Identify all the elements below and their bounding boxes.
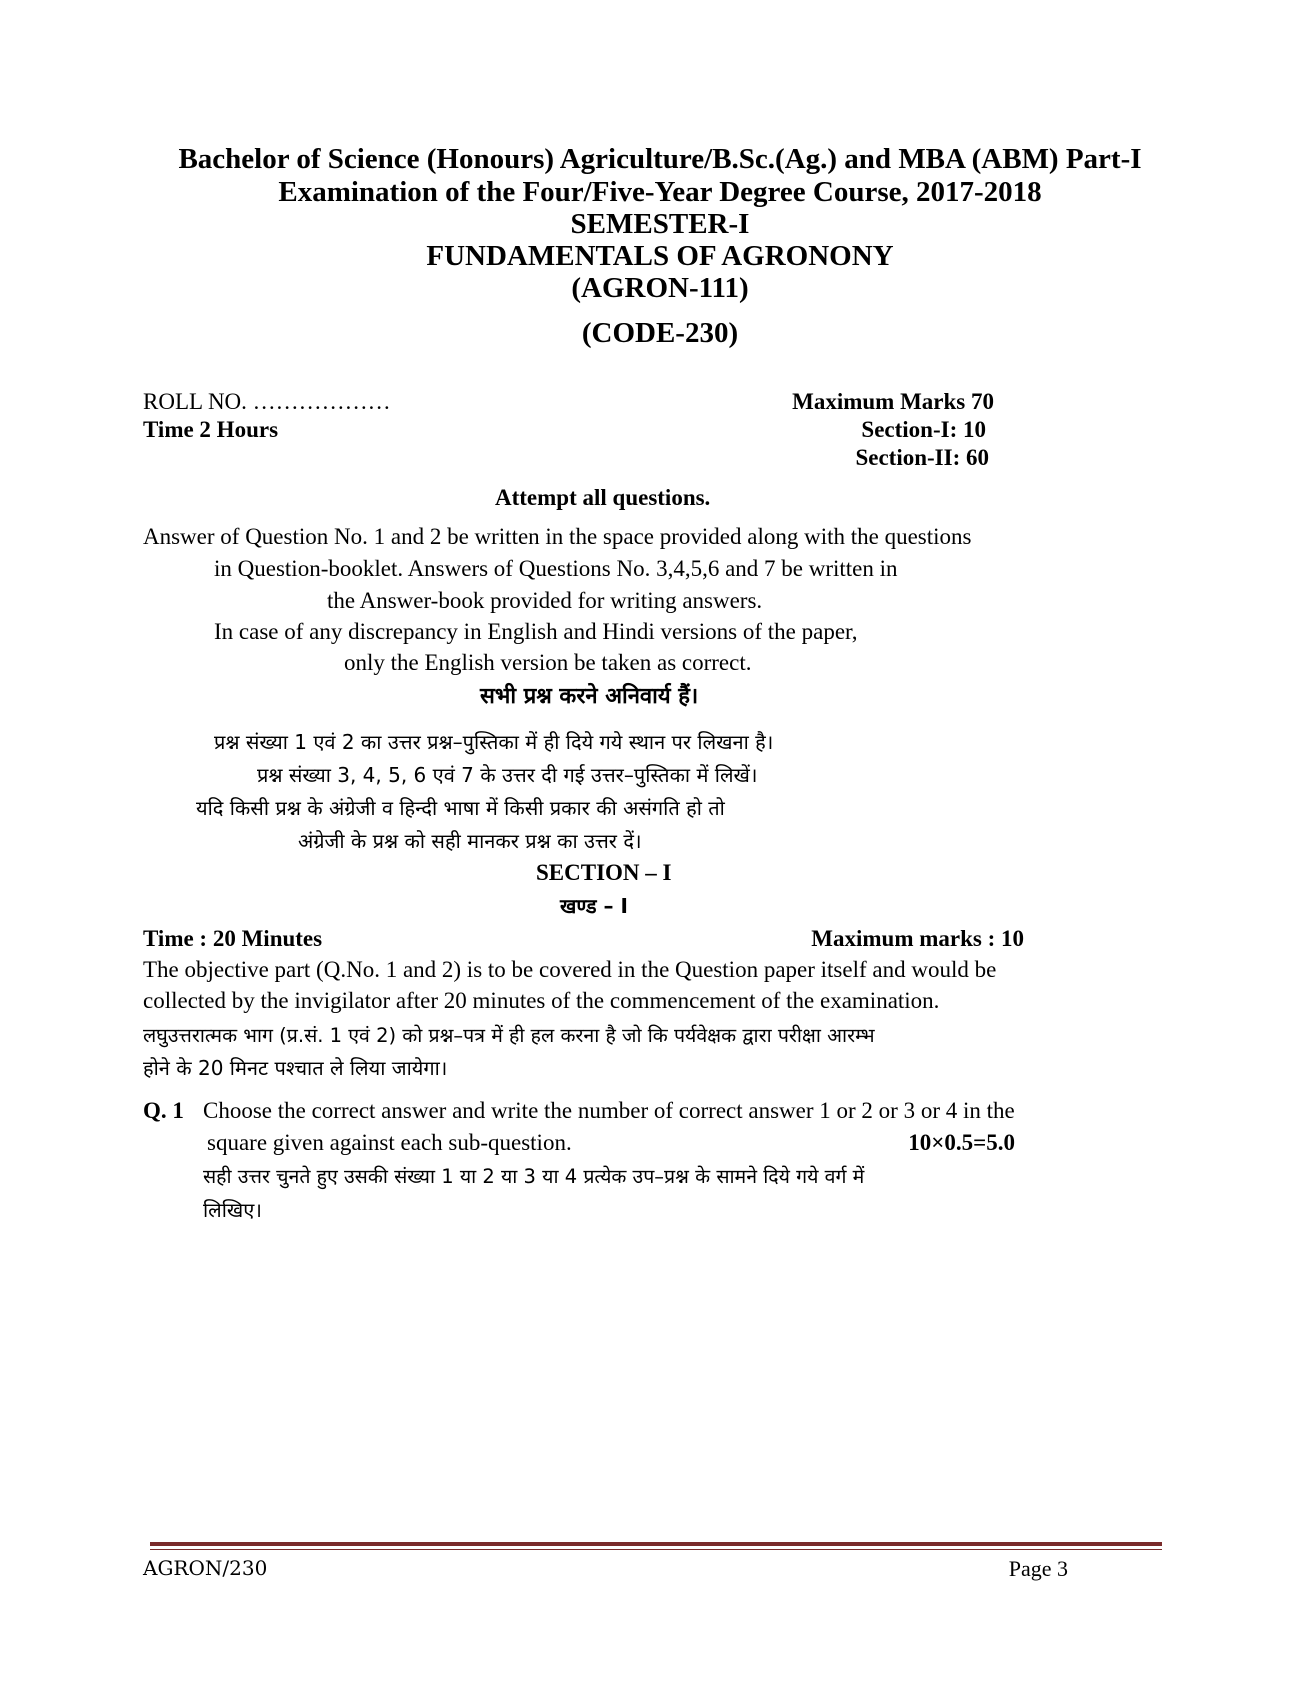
instruction-en-line: the Answer-book provided for writing answers. <box>327 588 763 613</box>
question-text-hindi: सही उत्तर चुनते हुए उसकी संख्या 1 या 2 या 3 या 4 प्रत्येक उप–प्रश्न के सामने दिये गये वर्ग में <box>203 1165 865 1188</box>
instruction-hi-line: यदि किसी प्रश्न के अंग्रेजी व हिन्दी भाषा में किसी प्रकार की असंगति हो तो <box>196 796 725 820</box>
question-text: square given against each sub-question. <box>207 1130 572 1155</box>
instruction-hi-line: प्रश्न संख्या 1 एवं 2 का उत्तर प्रश्न–पुस्तिका में ही दिये गये स्थान पर लिखना है। <box>214 730 774 754</box>
section2-marks: Section-II: 60 <box>855 445 989 470</box>
roll-no: ROLL NO. ……………… <box>143 389 391 414</box>
instruction-hi-line: अंग्रेजी के प्रश्न को सही मानकर प्रश्न का उत्तर दें। <box>298 829 642 853</box>
instruction-hi-line: प्रश्न संख्या 3, 4, 5, 6 एवं 7 के उत्तर दी गई उत्तर–पुस्तिका में लिखें। <box>257 763 758 787</box>
instruction-en-line: in Question-booklet. Answers of Questions No. 3,4,5,6 and 7 be written in <box>214 556 898 581</box>
footer-paper-code: AGRON/230 <box>143 1556 268 1580</box>
header-exam: Examination of the Four/Five-Year Degree Course, 2017-2018 <box>278 176 1042 208</box>
section1-para-en: The objective part (Q.No. 1 and 2) is to be covered in the Question paper itself and would be <box>143 957 997 982</box>
question-marks: 10×0.5=5.0 <box>908 1130 1015 1155</box>
max-marks: Maximum Marks 70 <box>792 389 994 414</box>
instructions-heading-hindi: सभी प्रश्न करने अनिवार्य हैं। <box>480 684 699 709</box>
footer-page-number: Page 3 <box>1008 1556 1068 1581</box>
section1-title-hindi: खण्ड – I <box>560 894 628 918</box>
section1-marks: Section-I: 10 <box>861 417 986 442</box>
question-text: Choose the correct answer and write the number of correct answer 1 or 2 or 3 or 4 in the <box>203 1098 1015 1123</box>
instructions-heading: Attempt all questions. <box>495 485 711 510</box>
header-semester: SEMESTER-I <box>570 208 750 240</box>
footer-rule-thin <box>150 1549 1162 1550</box>
question-number: Q. 1 <box>143 1098 184 1123</box>
time-total: Time 2 Hours <box>143 417 279 442</box>
instruction-en-line: only the English version be taken as correct. <box>344 650 752 675</box>
instruction-en-line: In case of any discrepancy in English and Hindi versions of the paper, <box>214 619 858 644</box>
section1-para-hi: होने के 20 मिनट पश्चात ले लिया जायेगा। <box>143 1056 448 1080</box>
header-paper-code: (CODE-230) <box>581 317 739 349</box>
header-course-code: (AGRON-111) <box>571 272 749 304</box>
question-text-hindi: लिखिए। <box>203 1198 262 1222</box>
section1-max-marks: Maximum marks : 10 <box>811 926 1024 951</box>
section1-para-en: collected by the invigilator after 20 minutes of the commencement of the examination. <box>143 988 940 1013</box>
footer-rule <box>150 1542 1162 1546</box>
instruction-en-line: Answer of Question No. 1 and 2 be written in the space provided along with the questions <box>143 524 972 549</box>
section1-time: Time : 20 Minutes <box>143 926 323 951</box>
header-degree: Bachelor of Science (Honours) Agriculture/B.Sc.(Ag.) and MBA (ABM) Part-I <box>178 143 1142 175</box>
section1-title: SECTION – I <box>536 860 672 885</box>
section1-para-hi: लघुउत्तरात्मक भाग (प्र.सं. 1 एवं 2) को प्रश्न–पत्र में ही हल करना है जो कि पर्यवेक्षक द्वारा परीक्षा आरम्भ <box>143 1024 875 1047</box>
header-subject: FUNDAMENTALS OF AGRONONY <box>426 240 894 272</box>
